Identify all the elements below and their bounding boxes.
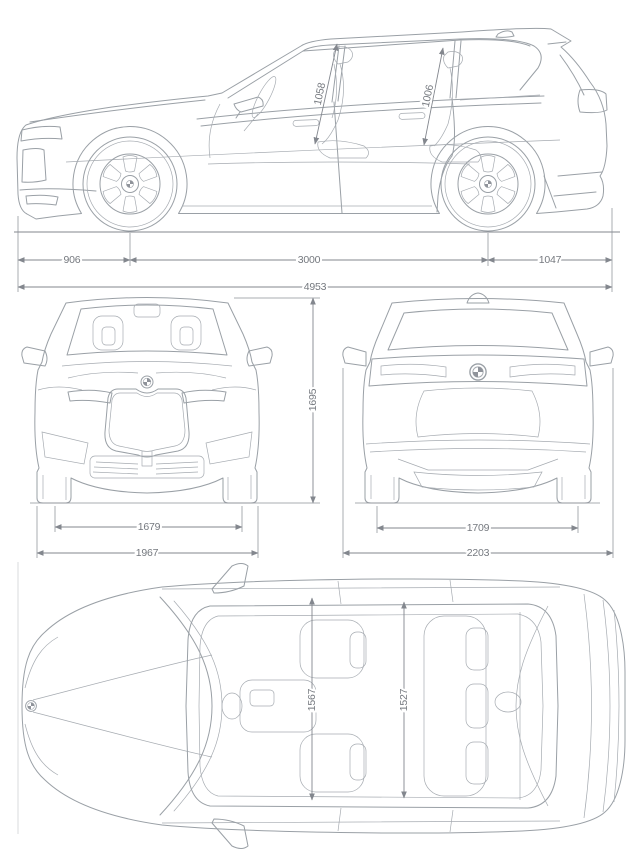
driver-seat: [300, 620, 364, 678]
antenna-fin: [467, 293, 489, 303]
dim-rear-overhang-label: 1047: [538, 254, 562, 266]
dim-interior-width-rear-label: 1527: [398, 688, 410, 712]
windshield: [67, 305, 227, 355]
dim-overall-length-label: 4953: [303, 281, 327, 293]
dimension-wheelbase: [130, 254, 488, 266]
dimension-overall-width: [343, 547, 613, 559]
dimension-overall-length: [18, 281, 612, 293]
dim-wheelbase-label: 3000: [297, 254, 321, 266]
dim-track-rear-label: 1709: [466, 522, 490, 534]
top-view: [18, 562, 625, 849]
side-view: [14, 28, 620, 293]
dim-front-overhang-label: 906: [63, 254, 81, 266]
hood-lines: [25, 637, 212, 775]
dim-width-front-label: 1967: [135, 547, 159, 559]
headlight-left: [68, 390, 112, 403]
bmw-roundel-icon: [470, 364, 486, 380]
dimension-extensions-front: [37, 298, 320, 558]
headlight: [21, 126, 62, 141]
body-outline: [22, 579, 625, 833]
center-console: [240, 680, 316, 732]
dimension-track-rear: [377, 522, 578, 534]
kidney-grille: [105, 389, 189, 466]
dimension-interior-height-rear: [420, 48, 443, 145]
front-view: [22, 298, 320, 560]
bmw-roundel-icon: [141, 376, 153, 388]
side-mirror: [234, 97, 263, 118]
rear-window: [388, 309, 568, 350]
dimension-interior-width-front: [306, 598, 318, 800]
windshield-top: [160, 597, 222, 815]
dimension-front-overhang: [18, 254, 130, 266]
rear-view: [343, 293, 613, 559]
rearview-mirror: [134, 304, 160, 317]
greenhouse: [197, 31, 566, 213]
rear-fascia: [544, 55, 607, 208]
front-fascia: [20, 100, 205, 205]
dim-interior-height-front-label: 1058: [311, 81, 329, 107]
rear-bench: [424, 616, 486, 796]
rearview-mirror: [222, 693, 242, 719]
rear-top-lines: [516, 594, 619, 818]
taillight: [578, 90, 607, 113]
dimension-rear-overhang: [488, 254, 612, 266]
dimension-track-front: [55, 521, 242, 533]
body-outline: [35, 298, 259, 504]
dim-interior-width-front-label: 1567: [306, 688, 318, 712]
dim-overall-height-label: 1695: [307, 388, 319, 412]
door-handles: [293, 113, 425, 127]
dimension-width-front: [37, 547, 258, 559]
dim-interior-height-rear-label: 1006: [419, 83, 437, 109]
front-interior: [93, 304, 201, 350]
dim-track-front-label: 1679: [137, 521, 161, 533]
headlight-right: [182, 390, 226, 403]
rear-mirrors: [343, 347, 613, 366]
dimension-interior-width-rear: [398, 602, 410, 798]
front-wheel: [83, 137, 177, 231]
top-interior: [222, 616, 521, 796]
dim-overall-width-label: 2203: [466, 547, 490, 559]
front-mirrors: [22, 347, 272, 366]
dimension-overall-height: [307, 298, 319, 503]
passenger-seat: [300, 734, 364, 792]
rear-bumper: [366, 388, 590, 500]
rear-wheel: [441, 137, 535, 231]
bmw-roundel-icon: [26, 701, 37, 712]
